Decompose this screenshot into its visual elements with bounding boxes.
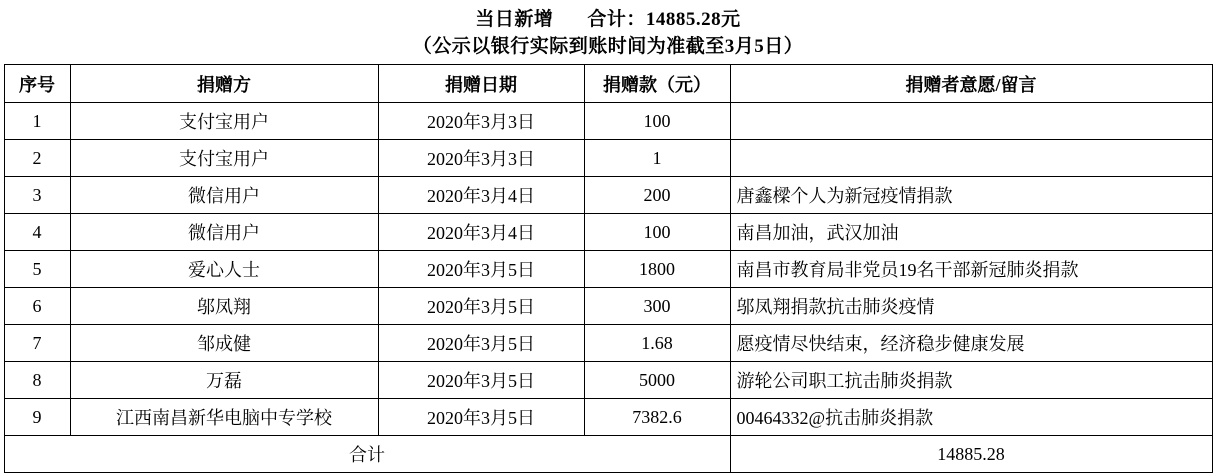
cell-index: 5 <box>4 251 70 288</box>
cell-message: 00464332@抗击肺炎捐款 <box>730 399 1212 436</box>
table-row <box>4 214 1212 251</box>
cell-donor: 爱心人士 <box>70 251 378 288</box>
table-header <box>4 65 1212 103</box>
cell-index: 4 <box>4 214 70 251</box>
cell-index: 6 <box>4 288 70 325</box>
title-line-2: （公示以银行实际到账时间为准截至3月5日） <box>412 36 804 57</box>
table-row <box>4 288 1212 325</box>
table-footer <box>4 436 1212 473</box>
table-body <box>4 103 1212 436</box>
cell-amount: 100 <box>584 214 730 251</box>
cell-message: 愿疫情尽快结束，经济稳步健康发展 <box>730 325 1212 362</box>
cell-donor: 江西南昌新华电脑中专学校 <box>70 399 378 436</box>
title-line-1 <box>3 6 1213 33</box>
cell-date: 2020年3月4日 <box>378 214 584 251</box>
title-left-text: 当日新增 <box>475 9 554 30</box>
cell-message: 南昌市教育局非党员19名干部新冠肺炎捐款 <box>730 251 1212 288</box>
table-row <box>4 140 1212 177</box>
cell-amount: 300 <box>584 288 730 325</box>
cell-date: 2020年3月5日 <box>378 399 584 436</box>
cell-donor: 邬凤翔 <box>70 288 378 325</box>
cell-date: 2020年3月3日 <box>378 140 584 177</box>
table-total-row <box>4 436 1212 473</box>
cell-message: 南昌加油，武汉加油 <box>730 214 1212 251</box>
header-donor: 捐赠方 <box>70 65 378 103</box>
cell-date: 2020年3月3日 <box>378 103 584 140</box>
cell-donor: 支付宝用户 <box>70 103 378 140</box>
table-row <box>4 325 1212 362</box>
cell-index: 9 <box>4 399 70 436</box>
cell-donor: 万磊 <box>70 362 378 399</box>
title-total-text: 合计：14885.28元 <box>587 9 741 30</box>
cell-amount: 1 <box>584 140 730 177</box>
cell-amount: 7382.6 <box>584 399 730 436</box>
cell-amount: 100 <box>584 103 730 140</box>
cell-amount: 5000 <box>584 362 730 399</box>
header-index: 序号 <box>4 65 70 103</box>
table-row <box>4 399 1212 436</box>
header-amount: 捐赠款（元） <box>584 65 730 103</box>
cell-amount: 1800 <box>584 251 730 288</box>
cell-donor: 微信用户 <box>70 214 378 251</box>
cell-index: 8 <box>4 362 70 399</box>
cell-date: 2020年3月5日 <box>378 325 584 362</box>
title-block <box>3 0 1213 60</box>
cell-donor: 邹成健 <box>70 325 378 362</box>
cell-date: 2020年3月5日 <box>378 251 584 288</box>
cell-message <box>730 140 1212 177</box>
cell-index: 7 <box>4 325 70 362</box>
cell-donor: 微信用户 <box>70 177 378 214</box>
cell-amount: 1.68 <box>584 325 730 362</box>
table-row <box>4 103 1212 140</box>
cell-message <box>730 103 1212 140</box>
cell-index: 3 <box>4 177 70 214</box>
cell-date: 2020年3月4日 <box>378 177 584 214</box>
cell-message: 邬凤翔捐款抗击肺炎疫情 <box>730 288 1212 325</box>
donation-table <box>4 64 1213 473</box>
cell-message: 唐鑫樑个人为新冠疫情捐款 <box>730 177 1212 214</box>
total-value: 14885.28 <box>730 436 1212 473</box>
cell-date: 2020年3月5日 <box>378 362 584 399</box>
table-row <box>4 362 1212 399</box>
total-label: 合计 <box>4 436 730 473</box>
cell-index: 1 <box>4 103 70 140</box>
cell-index: 2 <box>4 140 70 177</box>
table-row <box>4 251 1212 288</box>
header-message: 捐赠者意愿/留言 <box>730 65 1212 103</box>
cell-message: 游轮公司职工抗击肺炎捐款 <box>730 362 1212 399</box>
cell-date: 2020年3月5日 <box>378 288 584 325</box>
header-date: 捐赠日期 <box>378 65 584 103</box>
cell-donor: 支付宝用户 <box>70 140 378 177</box>
cell-amount: 200 <box>584 177 730 214</box>
table-row <box>4 177 1212 214</box>
table-header-row <box>4 65 1212 103</box>
